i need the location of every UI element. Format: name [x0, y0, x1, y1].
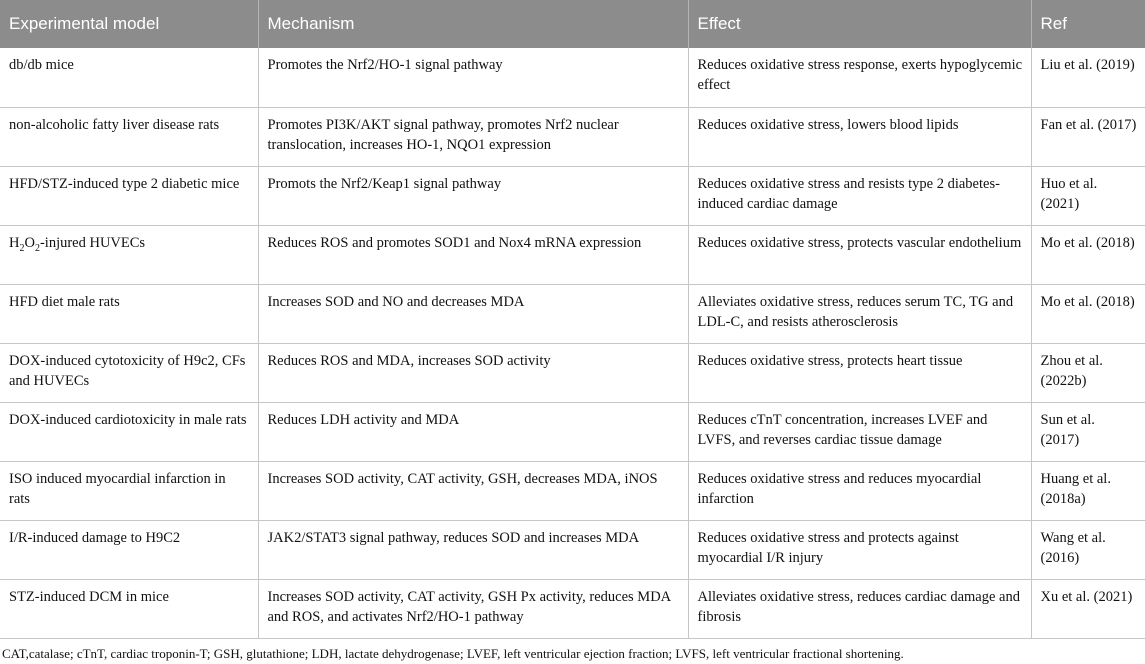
ref-cell: Sun et al. (2017) [1031, 402, 1145, 461]
header-mechanism: Mechanism [258, 0, 688, 48]
ref-cell: Mo et al. (2018) [1031, 225, 1145, 284]
table-row [0, 107, 1145, 166]
mechanism-cell: Promotes PI3K/AKT signal pathway, promotes Nrf2 nuclear translocation, increases HO-1, NQO1 expression [258, 107, 688, 166]
model-cell: I/R-induced damage to H9C2 [0, 520, 258, 579]
table-row [0, 48, 1145, 107]
table-row [0, 343, 1145, 402]
header-ref: Ref [1040, 14, 1067, 33]
effect-cell: Reduces oxidative stress, lowers blood lipids [688, 107, 1031, 166]
table-row [0, 225, 1145, 284]
model-cell: HFD diet male rats [0, 284, 258, 343]
model-cell: ISO induced myocardial infarction in rats [0, 461, 258, 520]
effect-cell: Reduces oxidative stress and resists type 2 diabetes-induced cardiac damage [688, 166, 1031, 225]
model-cell: DOX-induced cytotoxicity of H9c2, CFs and HUVECs [0, 343, 258, 402]
mechanism-cell: Reduces ROS and promotes SOD1 and Nox4 mRNA expression [258, 225, 688, 284]
table-row [0, 402, 1145, 461]
table-row [0, 461, 1145, 520]
ref-cell: Huo et al. (2021) [1031, 166, 1145, 225]
model-cell: HFD/STZ-induced type 2 diabetic mice [0, 166, 258, 225]
table-row [0, 520, 1145, 579]
table-footnote: CAT,catalase; cTnT, cardiac troponin-T; GSH, glutathione; LDH, lactate dehydrogenase; LVEF, left ventricular ejection fraction; LVFS, left ventricular fractional shortening. [2, 646, 904, 661]
mechanism-cell: JAK2/STAT3 signal pathway, reduces SOD and increases MDA [258, 520, 688, 579]
effect-cell: Alleviates oxidative stress, reduces cardiac damage and fibrosis [688, 579, 1031, 638]
table-row [0, 166, 1145, 225]
effect-cell: Reduces oxidative stress and reduces myocardial infarction [688, 461, 1031, 520]
header-effect: Effect [688, 0, 1031, 48]
table-row [0, 284, 1145, 343]
ref-cell: Xu et al. (2021) [1031, 579, 1145, 638]
effect-cell: Reduces oxidative stress, protects heart tissue [688, 343, 1031, 402]
effect-cell: Reduces oxidative stress and protects against myocardial I/R injury [688, 520, 1031, 579]
effect-cell: Reduces oxidative stress, protects vascular endothelium [688, 225, 1031, 284]
table-row [0, 579, 1145, 638]
model-cell: $H_2O_2$-injured HUVECs [0, 225, 258, 284]
mechanism-cell: Promotes the Nrf2/HO-1 signal pathway [258, 48, 688, 107]
mechanism-cell: Reduces LDH activity and MDA [258, 402, 688, 461]
model-cell: non-alcoholic fatty liver disease rats [0, 107, 258, 166]
ref-cell: Zhou et al. (2022b) [1031, 343, 1145, 402]
ref-cell: Huang et al. (2018a) [1031, 461, 1145, 520]
mechanism-cell: Reduces ROS and MDA, increases SOD activity [258, 343, 688, 402]
effect-cell: Reduces cTnT concentration, increases LVEF and LVFS, and reverses cardiac tissue damage [688, 402, 1031, 461]
mechanism-cell: Promots the Nrf2/Keap1 signal pathway [258, 166, 688, 225]
model-cell: db/db mice [0, 48, 258, 107]
ref-cell: Liu et al. (2019) [1031, 48, 1145, 107]
header-row [0, 0, 1145, 48]
ref-cell: Fan et al. (2017) [1031, 107, 1145, 166]
effect-cell: Reduces oxidative stress response, exerts hypoglycemic effect [688, 48, 1031, 107]
header-experimental-model: Experimental model [0, 0, 258, 48]
mechanism-cell: Increases SOD activity, CAT activity, GSH Px activity, reduces MDA and ROS, and activates Nrf2/HO-1 pathway [258, 579, 688, 638]
ref-cell: Wang et al. (2016) [1031, 520, 1145, 579]
model-cell: DOX-induced cardiotoxicity in male rats [0, 402, 258, 461]
model-cell: STZ-induced DCM in mice [0, 579, 258, 638]
mechanism-cell: Increases SOD activity, CAT activity, GSH, decreases MDA, iNOS [258, 461, 688, 520]
effect-cell: Alleviates oxidative stress, reduces serum TC, TG and LDL-C, and resists atherosclerosis [688, 284, 1031, 343]
mechanism-cell: Increases SOD and NO and decreases MDA [258, 284, 688, 343]
ref-cell: Mo et al. (2018) [1031, 284, 1145, 343]
